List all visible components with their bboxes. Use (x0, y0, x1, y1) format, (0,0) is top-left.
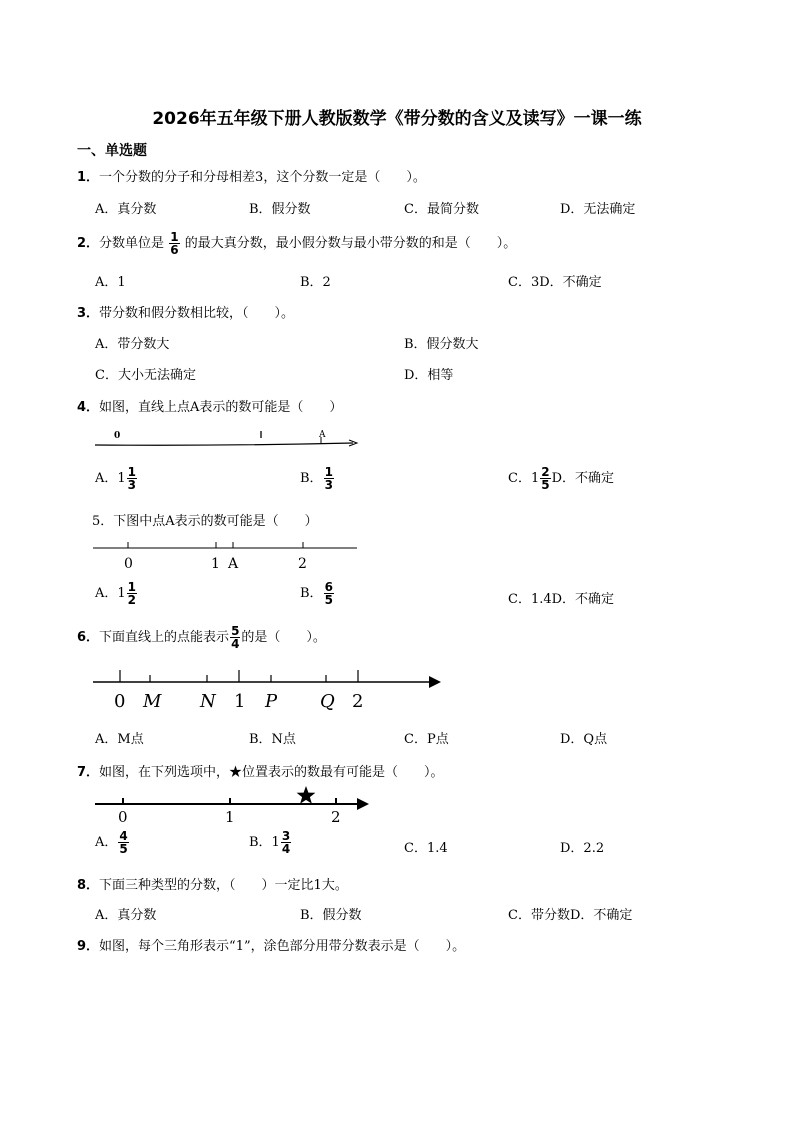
question-number: 3． (77, 306, 100, 321)
question-8 (77, 874, 348, 893)
fraction-numerator: 4 (119, 829, 128, 843)
option-label: B． (300, 586, 323, 601)
question-text-post: 的是（ ）。 (241, 630, 326, 645)
question-number: 2． (77, 236, 100, 251)
fraction (230, 625, 240, 650)
question-text: 下面三种类型的分数，（ ）一定比1大。 (99, 878, 348, 893)
q7-option-d[interactable]: D．2.2 (560, 841, 605, 856)
option-label: C．1 (508, 471, 540, 486)
fraction-numerator: 6 (324, 580, 333, 594)
q5-option-b[interactable] (300, 581, 335, 606)
q3-option-a[interactable]: A．带分数大 (95, 337, 170, 352)
q6-option-a[interactable]: A．M点 (95, 732, 144, 747)
q2-option-b[interactable]: B．2 (300, 275, 331, 290)
q1-option-d[interactable]: D．无法确定 (560, 202, 636, 217)
fraction-denominator: 3 (127, 478, 137, 492)
question-2 (77, 231, 516, 256)
fraction-denominator: 4 (281, 842, 291, 856)
question-9 (77, 935, 465, 954)
axis-label-a: A (319, 430, 326, 440)
axis-label-m: M (143, 691, 162, 712)
fraction (281, 830, 291, 855)
fraction-numerator: 3 (281, 829, 291, 843)
question-7 (77, 761, 444, 780)
q6-option-d[interactable]: D．Q点 (560, 732, 608, 747)
question-number: 7． (77, 765, 100, 780)
fraction (169, 231, 179, 256)
question-number: 4． (77, 400, 100, 415)
fraction-denominator: 3 (324, 478, 333, 492)
q1-option-b[interactable]: B．假分数 (249, 202, 311, 217)
question-number: 1． (77, 170, 100, 185)
q4-option-cd[interactable] (508, 466, 614, 491)
number-line-q6 (93, 665, 445, 713)
option-label: A． (95, 835, 118, 850)
question-text: 带分数和假分数相比较，（ ）。 (99, 306, 295, 321)
q7-option-c[interactable]: C．1.4 (404, 841, 448, 856)
fraction-numerator: 2 (541, 465, 550, 479)
axis-label-2: 2 (352, 691, 364, 712)
q2-option-a[interactable]: A．1 (95, 275, 126, 290)
axis-label-q: Q (320, 691, 335, 712)
question-text-post: 的最大真分数，最小假分数与最小带分数的和是（ ）。 (184, 236, 517, 251)
fraction-denominator: 2 (127, 593, 137, 607)
axis-label-2: 2 (331, 808, 341, 826)
fraction-numerator: 1 (127, 580, 137, 594)
fraction-denominator: 5 (119, 842, 128, 856)
option-label: A．1 (95, 471, 126, 486)
question-5 (92, 510, 318, 529)
question-text-pre: 下面直线上的点能表示 (99, 630, 230, 645)
fraction (540, 466, 550, 491)
q1-option-c[interactable]: C．最简分数 (404, 202, 479, 217)
question-text-pre: 分数单位是 (99, 236, 165, 251)
fraction (324, 581, 334, 606)
question-text: 如图，每个三角形表示“1”，涂色部分用带分数表示是（ ）。 (99, 939, 466, 954)
option-label: A．1 (95, 586, 126, 601)
option-label-d: D．不确定 (551, 471, 615, 486)
option-label: B． (300, 471, 323, 486)
star-icon (297, 786, 316, 804)
question-number: 8． (77, 878, 100, 893)
fraction (127, 466, 137, 491)
number-line-q7 (95, 784, 375, 826)
question-text: 如图，直线上点A表示的数可能是（ ） (99, 400, 343, 415)
q3-option-d[interactable]: D．相等 (404, 368, 454, 383)
q8-option-a[interactable]: A．真分数 (95, 908, 157, 923)
question-number: 9． (77, 939, 100, 954)
q5-option-cd[interactable]: C．1.4D．不确定 (508, 592, 615, 607)
question-3 (77, 302, 294, 321)
q7-option-a[interactable] (95, 830, 130, 855)
axis-label-1: 1 (234, 691, 246, 712)
question-text: 一个分数的分子和分母相差3，这个分数一定是（ ）。 (99, 170, 426, 185)
axis-label-1: 1 (211, 556, 220, 572)
option-label: B．1 (249, 835, 280, 850)
question-1 (77, 166, 426, 185)
number-line-q5 (93, 538, 359, 572)
axis-label-0: 0 (114, 691, 126, 712)
q3-option-c[interactable]: C．大小无法确定 (95, 368, 196, 383)
question-number: 5． (92, 514, 114, 529)
q6-option-c[interactable]: C．P点 (404, 732, 449, 747)
fraction-numerator: 1 (170, 230, 179, 244)
q8-option-b[interactable]: B．假分数 (300, 908, 362, 923)
q4-option-a[interactable] (95, 466, 138, 491)
q2-option-cd[interactable]: C．3D．不确定 (508, 275, 602, 290)
axis-label-2: 2 (298, 556, 307, 572)
fraction-denominator: 6 (170, 243, 179, 257)
q1-option-a[interactable]: A．真分数 (95, 202, 157, 217)
axis-label-0: 0 (118, 808, 128, 826)
fraction-denominator: 5 (541, 478, 550, 492)
q4-option-b[interactable] (300, 466, 335, 491)
question-number: 6． (77, 630, 100, 645)
q8-option-cd[interactable]: C．带分数D．不确定 (508, 908, 633, 923)
axis-label-0: 0 (114, 431, 121, 441)
axis-label-1: 1 (225, 808, 235, 826)
q5-option-a[interactable] (95, 581, 138, 606)
question-text: 如图，在下列选项中，★位置表示的数最有可能是（ ）。 (99, 765, 444, 780)
question-6 (77, 625, 326, 650)
fraction-numerator: 1 (324, 465, 333, 479)
page-title: 2026年五年级下册人教版数学《带分数的含义及读写》一课一练 (152, 109, 642, 129)
question-4 (77, 396, 342, 415)
q3-option-b[interactable]: B．假分数大 (404, 337, 479, 352)
axis-label-a: A (228, 556, 239, 572)
axis-label-0: 0 (124, 556, 133, 572)
fraction (324, 466, 334, 491)
fraction-denominator: 5 (324, 593, 333, 607)
fraction (127, 581, 137, 606)
axis-label-n: N (200, 691, 216, 712)
q7-option-b[interactable] (249, 830, 292, 855)
axis-label-p: P (265, 691, 278, 712)
q6-option-b[interactable]: B．N点 (249, 732, 296, 747)
fraction-numerator: 1 (127, 465, 137, 479)
fraction-denominator: 4 (231, 637, 240, 651)
fraction (118, 830, 128, 855)
fraction-numerator: 5 (231, 624, 240, 638)
section-heading: 一、单选题 (77, 143, 147, 159)
number-line-q4 (95, 425, 365, 451)
question-text: 下图中点A表示的数可能是（ ） (113, 514, 318, 529)
